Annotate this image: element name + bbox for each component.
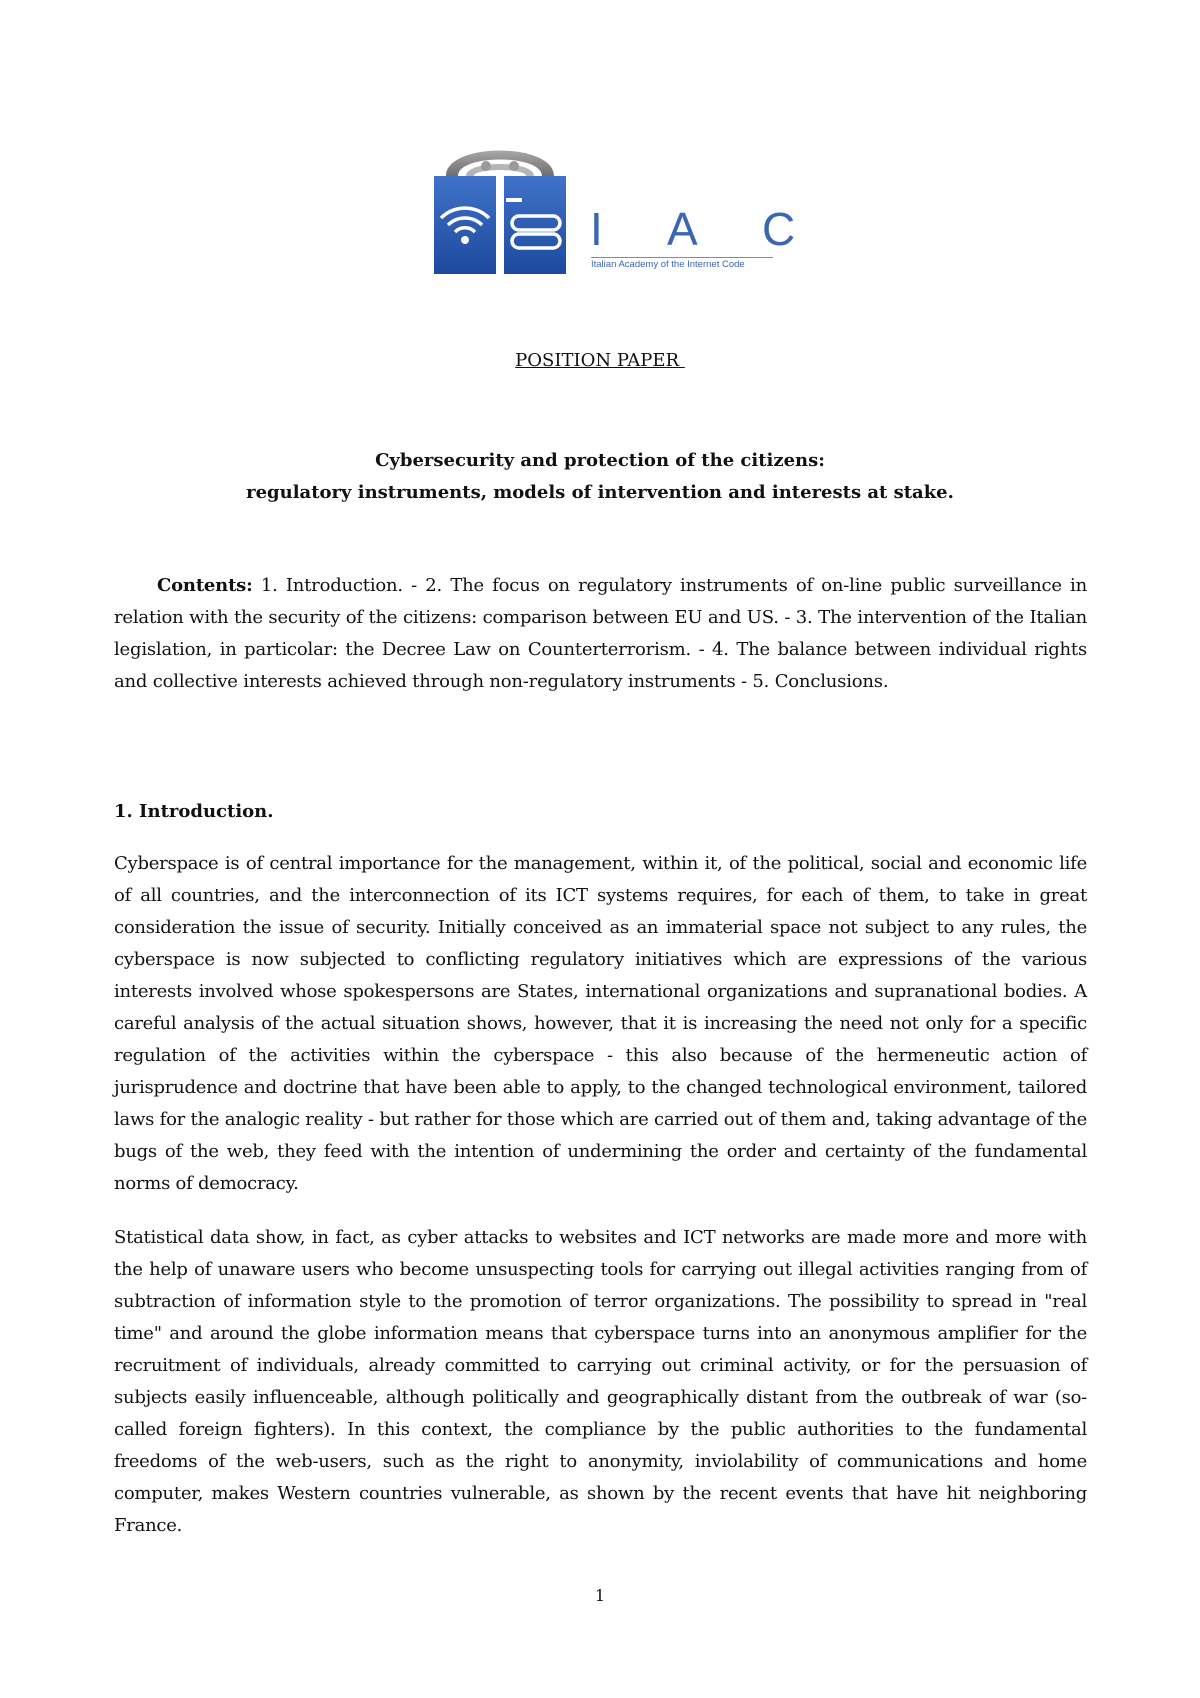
section-heading-introduction: 1. Introduction. (114, 801, 274, 822)
document-title-text: POSITION PAPER (515, 350, 685, 371)
iaic-logo (434, 140, 823, 275)
contents-text: 1. Introduction. - 2. The focus on regulatory instruments of on-line public surveillance in relation with the security of the citizens: comparison between EU and US. - 3. The intervention of the Italian legislation, in particolar: the Decree Law on Counterterrorism. - 4. The balance between individual rights and collective interests achieved through non-regulatory instruments - 5. Conclusions. (114, 575, 1087, 692)
subtitle-line-2: regulatory instruments, models of intervention and interests at stake. (246, 482, 954, 503)
contents-label: Contents: (157, 575, 253, 596)
body-paragraph-1: Cyberspace is of central importance for the management, within it, of the political, social and economic life of all countries, and the interconnection of its ICT systems requires, for each of them, to take in great consideration the issue of security. Initially conceived as an immaterial space not subject to any rules, the cyberspace is now subjected to conflicting regulatory initiatives which are expressions of the various interests involved whose spokespersons are States, international organizations and supranational bodies. A careful analysis of the actual situation shows, however, that it is increasing the need not only for a specific regulation of the activities within the cyberspace - this also because of the hermeneutic action of jurisprudence and doctrine that have been able to apply, to the changed technological environment, tailored laws for the analogic reality - but rather for those which are carried out of them and, taking advantage of the bugs of the web, they feed with the intention of undermining the order and certainty of the fundamental norms of democracy. (114, 853, 1087, 1194)
document-subtitle (0, 445, 1200, 509)
subtitle-line-1: Cybersecurity and protection of the citizens: (375, 450, 825, 471)
body-paragraph-2: Statistical data show, in fact, as cyber attacks to websites and ICT networks are made more and more with the help of unaware users who become unsuspecting tools for carrying out illegal activities ranging from of subtraction of information style to the promotion of terror organizations. The possibility to spread in "real time" and around the globe information means that cyberspace turns into an anonymous amplifier for the recruitment of individuals, already committed to carrying out criminal activity, or for the persuasion of subjects easily influenceable, although politically and geographically distant from the outbreak of war (so-called foreign fighters). In this context, the compliance by the public authorities to the fundamental freedoms of the web-users, such as the right to anonymity, inviolability of communications and home computer, makes Western countries vulnerable, as shown by the recent events that have hit neighboring France. (114, 1227, 1087, 1536)
logo-tagline: Italian Academy of the Internet Code (591, 257, 773, 270)
logo-wordmark: I A C (590, 203, 823, 255)
padlock-book-wifi-icon (434, 140, 566, 274)
page-number: 1 (594, 1586, 606, 1605)
document-title (0, 349, 1200, 373)
table-of-contents (114, 570, 1087, 698)
